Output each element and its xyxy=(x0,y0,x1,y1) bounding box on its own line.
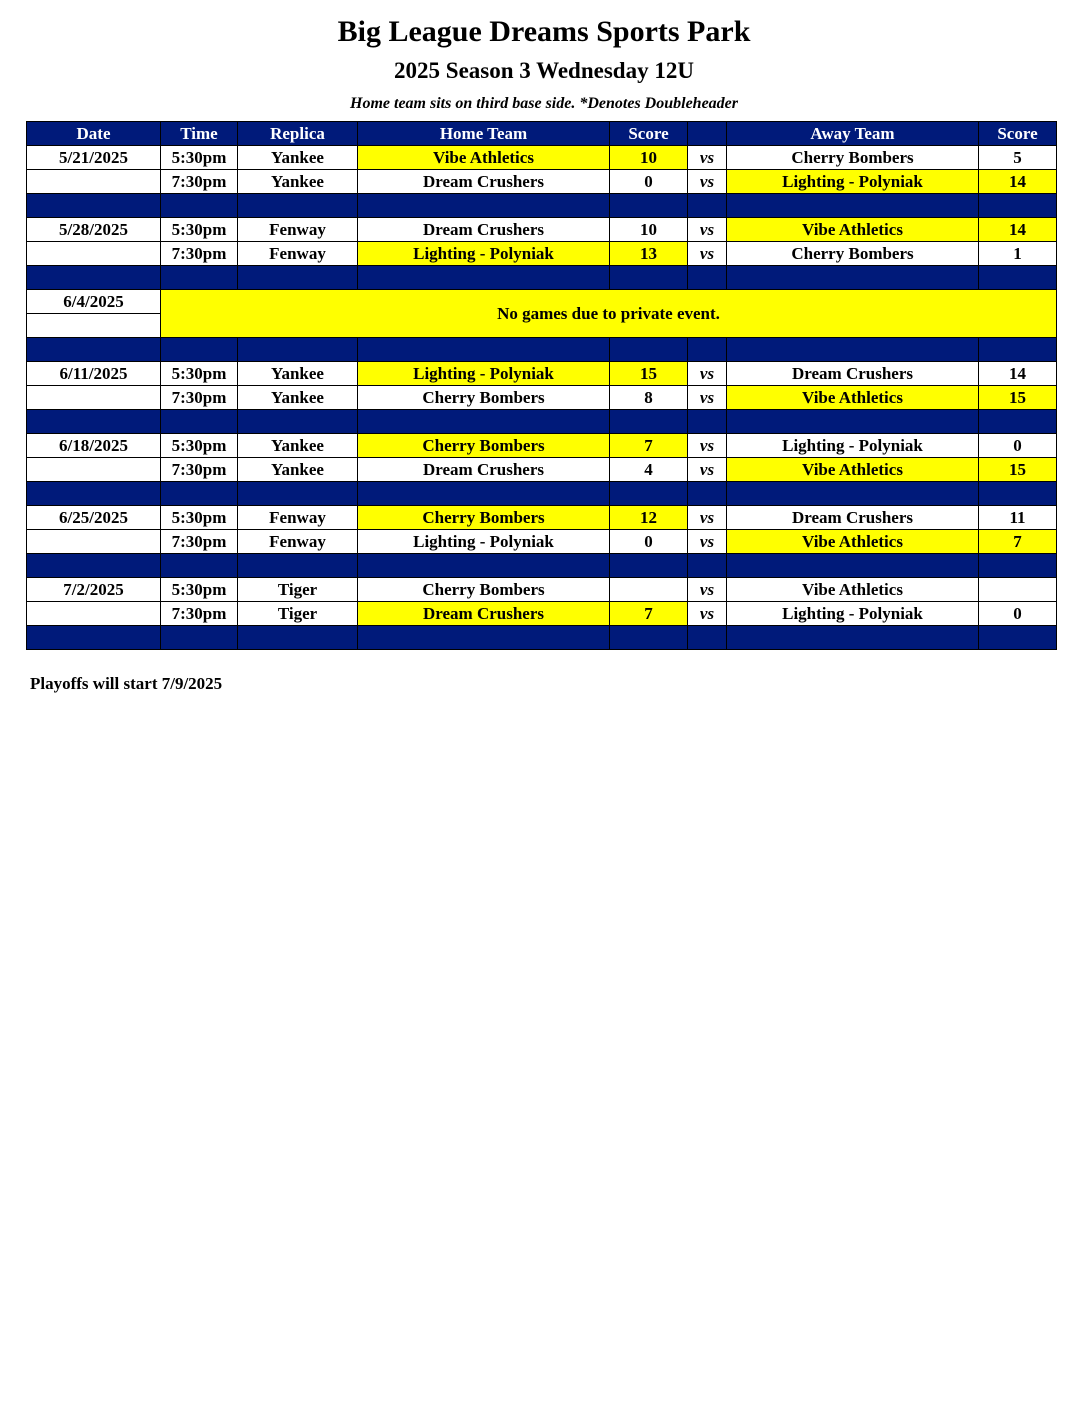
separator-row xyxy=(27,482,1057,506)
date-cell-empty xyxy=(27,314,161,338)
away-score-cell: 15 xyxy=(979,458,1057,482)
home-team-cell: Dream Crushers xyxy=(358,170,610,194)
header-away-team: Away Team xyxy=(727,122,979,146)
vs-cell: vs xyxy=(688,602,727,626)
date-cell: 5/28/2025 xyxy=(27,218,161,242)
separator-cell xyxy=(161,626,238,650)
away-team-cell: Cherry Bombers xyxy=(727,146,979,170)
separator-cell xyxy=(979,626,1057,650)
date-cell-empty xyxy=(27,530,161,554)
home-team-cell: Cherry Bombers xyxy=(358,434,610,458)
separator-cell xyxy=(238,554,358,578)
separator-cell xyxy=(727,626,979,650)
away-score-cell xyxy=(979,578,1057,602)
separator-cell xyxy=(161,338,238,362)
away-team-cell: Dream Crushers xyxy=(727,506,979,530)
schedule-table xyxy=(26,121,1057,650)
time-cell: 7:30pm xyxy=(161,530,238,554)
separator-cell xyxy=(979,338,1057,362)
separator-cell xyxy=(688,410,727,434)
separator-cell xyxy=(727,554,979,578)
separator-cell xyxy=(610,554,688,578)
event-notice: No games due to private event. xyxy=(161,290,1057,338)
vs-cell: vs xyxy=(688,170,727,194)
home-team-cell: Vibe Athletics xyxy=(358,146,610,170)
home-score-cell: 15 xyxy=(610,362,688,386)
header-home-score: Score xyxy=(610,122,688,146)
separator-cell xyxy=(27,626,161,650)
separator-cell xyxy=(358,338,610,362)
game-row xyxy=(27,458,1057,482)
replica-cell: Yankee xyxy=(238,434,358,458)
separator-cell xyxy=(358,554,610,578)
separator-cell xyxy=(610,410,688,434)
home-score-cell: 0 xyxy=(610,530,688,554)
home-score-cell: 0 xyxy=(610,170,688,194)
separator-cell xyxy=(727,266,979,290)
separator-cell xyxy=(161,194,238,218)
separator-cell xyxy=(979,266,1057,290)
header-away-score: Score xyxy=(979,122,1057,146)
replica-cell: Yankee xyxy=(238,386,358,410)
away-team-cell: Vibe Athletics xyxy=(727,458,979,482)
away-score-cell: 1 xyxy=(979,242,1057,266)
separator-cell xyxy=(358,266,610,290)
separator-cell xyxy=(358,626,610,650)
home-score-cell: 7 xyxy=(610,602,688,626)
separator-row xyxy=(27,410,1057,434)
separator-cell xyxy=(688,266,727,290)
game-row xyxy=(27,386,1057,410)
away-score-cell: 14 xyxy=(979,218,1057,242)
replica-cell: Yankee xyxy=(238,170,358,194)
away-score-cell: 7 xyxy=(979,530,1057,554)
game-row xyxy=(27,170,1057,194)
vs-cell: vs xyxy=(688,458,727,482)
playoffs-note: Playoffs will start 7/9/2025 xyxy=(30,674,223,693)
time-cell: 5:30pm xyxy=(161,218,238,242)
replica-cell: Fenway xyxy=(238,218,358,242)
time-cell: 7:30pm xyxy=(161,602,238,626)
home-score-cell: 7 xyxy=(610,434,688,458)
game-row xyxy=(27,146,1057,170)
separator-cell xyxy=(238,482,358,506)
vs-cell: vs xyxy=(688,218,727,242)
vs-cell: vs xyxy=(688,434,727,458)
separator-cell xyxy=(727,194,979,218)
home-team-cell: Lighting - Polyniak xyxy=(358,530,610,554)
home-team-cell: Dream Crushers xyxy=(358,218,610,242)
separator-cell xyxy=(27,266,161,290)
away-team-cell: Dream Crushers xyxy=(727,362,979,386)
page-title: Big League Dreams Sports Park xyxy=(337,15,751,48)
separator-cell xyxy=(688,194,727,218)
separator-cell xyxy=(358,194,610,218)
away-team-cell: Vibe Athletics xyxy=(727,530,979,554)
separator-cell xyxy=(161,410,238,434)
away-team-cell: Vibe Athletics xyxy=(727,386,979,410)
separator-cell xyxy=(238,194,358,218)
home-score-cell: 10 xyxy=(610,146,688,170)
time-cell: 5:30pm xyxy=(161,578,238,602)
header-home-team: Home Team xyxy=(358,122,610,146)
separator-cell xyxy=(27,410,161,434)
separator-cell xyxy=(161,266,238,290)
home-score-cell: 4 xyxy=(610,458,688,482)
time-cell: 5:30pm xyxy=(161,146,238,170)
vs-cell: vs xyxy=(688,530,727,554)
separator-cell xyxy=(238,410,358,434)
separator-cell xyxy=(161,482,238,506)
event-row xyxy=(27,290,1057,314)
game-row xyxy=(27,530,1057,554)
date-cell-empty xyxy=(27,170,161,194)
separator-cell xyxy=(688,554,727,578)
separator-cell xyxy=(610,626,688,650)
separator-cell xyxy=(727,482,979,506)
header-date: Date xyxy=(27,122,161,146)
away-team-cell: Vibe Athletics xyxy=(727,578,979,602)
replica-cell: Yankee xyxy=(238,458,358,482)
vs-cell: vs xyxy=(688,386,727,410)
page-subtitle: 2025 Season 3 Wednesday 12U xyxy=(394,58,694,83)
header-replica: Replica xyxy=(238,122,358,146)
game-row xyxy=(27,242,1057,266)
home-team-cell: Dream Crushers xyxy=(358,458,610,482)
separator-cell xyxy=(688,482,727,506)
separator-cell xyxy=(610,338,688,362)
away-team-cell: Lighting - Polyniak xyxy=(727,170,979,194)
replica-cell: Fenway xyxy=(238,506,358,530)
home-team-cell: Dream Crushers xyxy=(358,602,610,626)
separator-cell xyxy=(979,554,1057,578)
schedule-note: Home team sits on third base side. *Denotes Doubleheader xyxy=(350,95,738,112)
replica-cell: Yankee xyxy=(238,362,358,386)
separator-row xyxy=(27,626,1057,650)
header-time: Time xyxy=(161,122,238,146)
home-score-cell: 8 xyxy=(610,386,688,410)
separator-cell xyxy=(238,266,358,290)
date-cell: 5/21/2025 xyxy=(27,146,161,170)
time-cell: 5:30pm xyxy=(161,506,238,530)
separator-cell xyxy=(979,194,1057,218)
away-score-cell: 5 xyxy=(979,146,1057,170)
replica-cell: Tiger xyxy=(238,602,358,626)
date-cell: 6/4/2025 xyxy=(27,290,161,314)
home-team-cell: Cherry Bombers xyxy=(358,506,610,530)
time-cell: 7:30pm xyxy=(161,386,238,410)
separator-cell xyxy=(688,626,727,650)
game-row xyxy=(27,434,1057,458)
time-cell: 7:30pm xyxy=(161,242,238,266)
game-row xyxy=(27,578,1057,602)
separator-cell xyxy=(27,194,161,218)
separator-cell xyxy=(238,338,358,362)
separator-cell xyxy=(979,482,1057,506)
separator-cell xyxy=(979,410,1057,434)
away-team-cell: Cherry Bombers xyxy=(727,242,979,266)
date-cell: 6/25/2025 xyxy=(27,506,161,530)
replica-cell: Fenway xyxy=(238,242,358,266)
separator-cell xyxy=(358,482,610,506)
time-cell: 5:30pm xyxy=(161,434,238,458)
separator-cell xyxy=(727,338,979,362)
separator-cell xyxy=(610,194,688,218)
away-team-cell: Lighting - Polyniak xyxy=(727,602,979,626)
separator-cell xyxy=(610,482,688,506)
vs-cell: vs xyxy=(688,146,727,170)
separator-cell xyxy=(161,554,238,578)
home-score-cell: 13 xyxy=(610,242,688,266)
date-cell: 7/2/2025 xyxy=(27,578,161,602)
away-score-cell: 14 xyxy=(979,170,1057,194)
home-score-cell: 10 xyxy=(610,218,688,242)
game-row xyxy=(27,362,1057,386)
separator-cell xyxy=(238,626,358,650)
header-vs xyxy=(688,122,727,146)
vs-cell: vs xyxy=(688,362,727,386)
vs-cell: vs xyxy=(688,242,727,266)
game-row xyxy=(27,506,1057,530)
separator-cell xyxy=(358,410,610,434)
away-score-cell: 15 xyxy=(979,386,1057,410)
away-team-cell: Vibe Athletics xyxy=(727,218,979,242)
away-score-cell: 11 xyxy=(979,506,1057,530)
date-cell-empty xyxy=(27,386,161,410)
replica-cell: Fenway xyxy=(238,530,358,554)
table-header-row xyxy=(27,122,1057,146)
home-score-cell: 12 xyxy=(610,506,688,530)
date-cell-empty xyxy=(27,602,161,626)
separator-cell xyxy=(27,554,161,578)
vs-cell: vs xyxy=(688,506,727,530)
vs-cell: vs xyxy=(688,578,727,602)
away-team-cell: Lighting - Polyniak xyxy=(727,434,979,458)
home-team-cell: Lighting - Polyniak xyxy=(358,242,610,266)
date-cell: 6/11/2025 xyxy=(27,362,161,386)
separator-cell xyxy=(27,482,161,506)
separator-cell xyxy=(688,338,727,362)
time-cell: 7:30pm xyxy=(161,458,238,482)
game-row xyxy=(27,218,1057,242)
separator-cell xyxy=(27,338,161,362)
away-score-cell: 0 xyxy=(979,434,1057,458)
date-cell-empty xyxy=(27,458,161,482)
separator-cell xyxy=(727,410,979,434)
separator-row xyxy=(27,266,1057,290)
date-cell-empty xyxy=(27,242,161,266)
away-score-cell: 14 xyxy=(979,362,1057,386)
home-team-cell: Cherry Bombers xyxy=(358,578,610,602)
replica-cell: Tiger xyxy=(238,578,358,602)
separator-row xyxy=(27,338,1057,362)
home-score-cell xyxy=(610,578,688,602)
game-row xyxy=(27,602,1057,626)
replica-cell: Yankee xyxy=(238,146,358,170)
separator-cell xyxy=(610,266,688,290)
home-team-cell: Cherry Bombers xyxy=(358,386,610,410)
time-cell: 5:30pm xyxy=(161,362,238,386)
away-score-cell: 0 xyxy=(979,602,1057,626)
time-cell: 7:30pm xyxy=(161,170,238,194)
home-team-cell: Lighting - Polyniak xyxy=(358,362,610,386)
date-cell: 6/18/2025 xyxy=(27,434,161,458)
separator-row xyxy=(27,554,1057,578)
separator-row xyxy=(27,194,1057,218)
